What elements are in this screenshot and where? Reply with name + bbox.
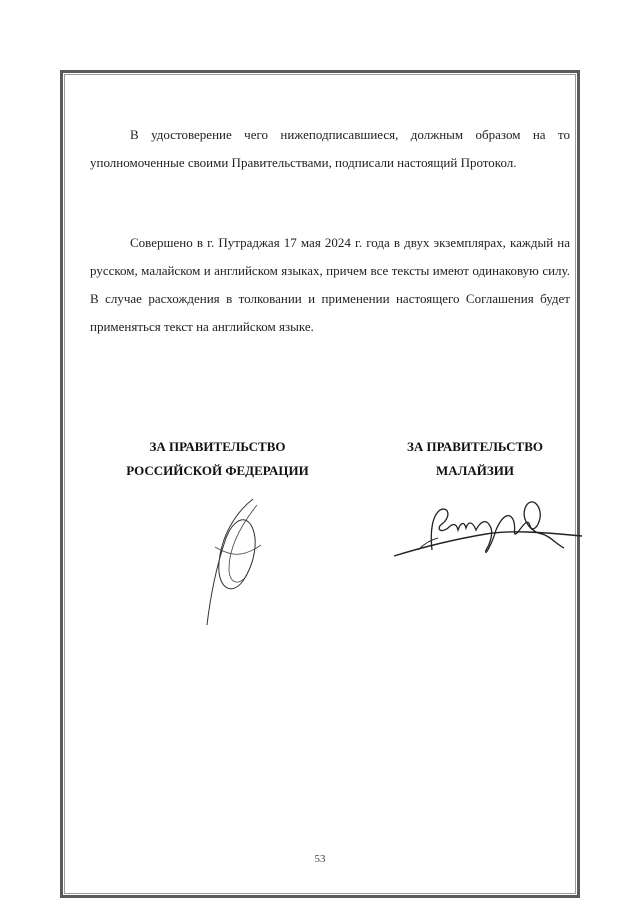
signatory-malaysia-line1: ЗА ПРАВИТЕЛЬСТВО: [406, 439, 544, 454]
signatory-block-russia: [100, 435, 335, 483]
signature-russia: [195, 495, 275, 630]
signatory-block-malaysia: [375, 435, 575, 483]
page-number: 53: [314, 853, 326, 865]
signature-malaysia: [390, 488, 590, 568]
signatory-russia-line1: ЗА ПРАВИТЕЛЬСТВО: [149, 439, 286, 454]
signatory-russia-line2: РОССИЙСКОЙ ФЕДЕРАЦИИ: [126, 463, 309, 478]
paragraph-witness-clause: В удостоверение чего нижеподписавшиеся, должным образом на то уполномоченные своими Правительствами, подписали настоящий Протокол.: [90, 127, 570, 170]
signatory-malaysia-line2: МАЛАЙЗИИ: [436, 463, 514, 478]
page-border-inner: [64, 74, 576, 894]
paragraph-execution-clause: Совершено в г. Путраджая 17 мая 2024 г. года в двух экземплярах, каждый на русском, малайском и английском языках, причем все тексты имеют одинаковую силу. В случае расхождения в толковании и применении настоящего Соглашения будет применяться текст на английском языке.: [90, 235, 570, 334]
